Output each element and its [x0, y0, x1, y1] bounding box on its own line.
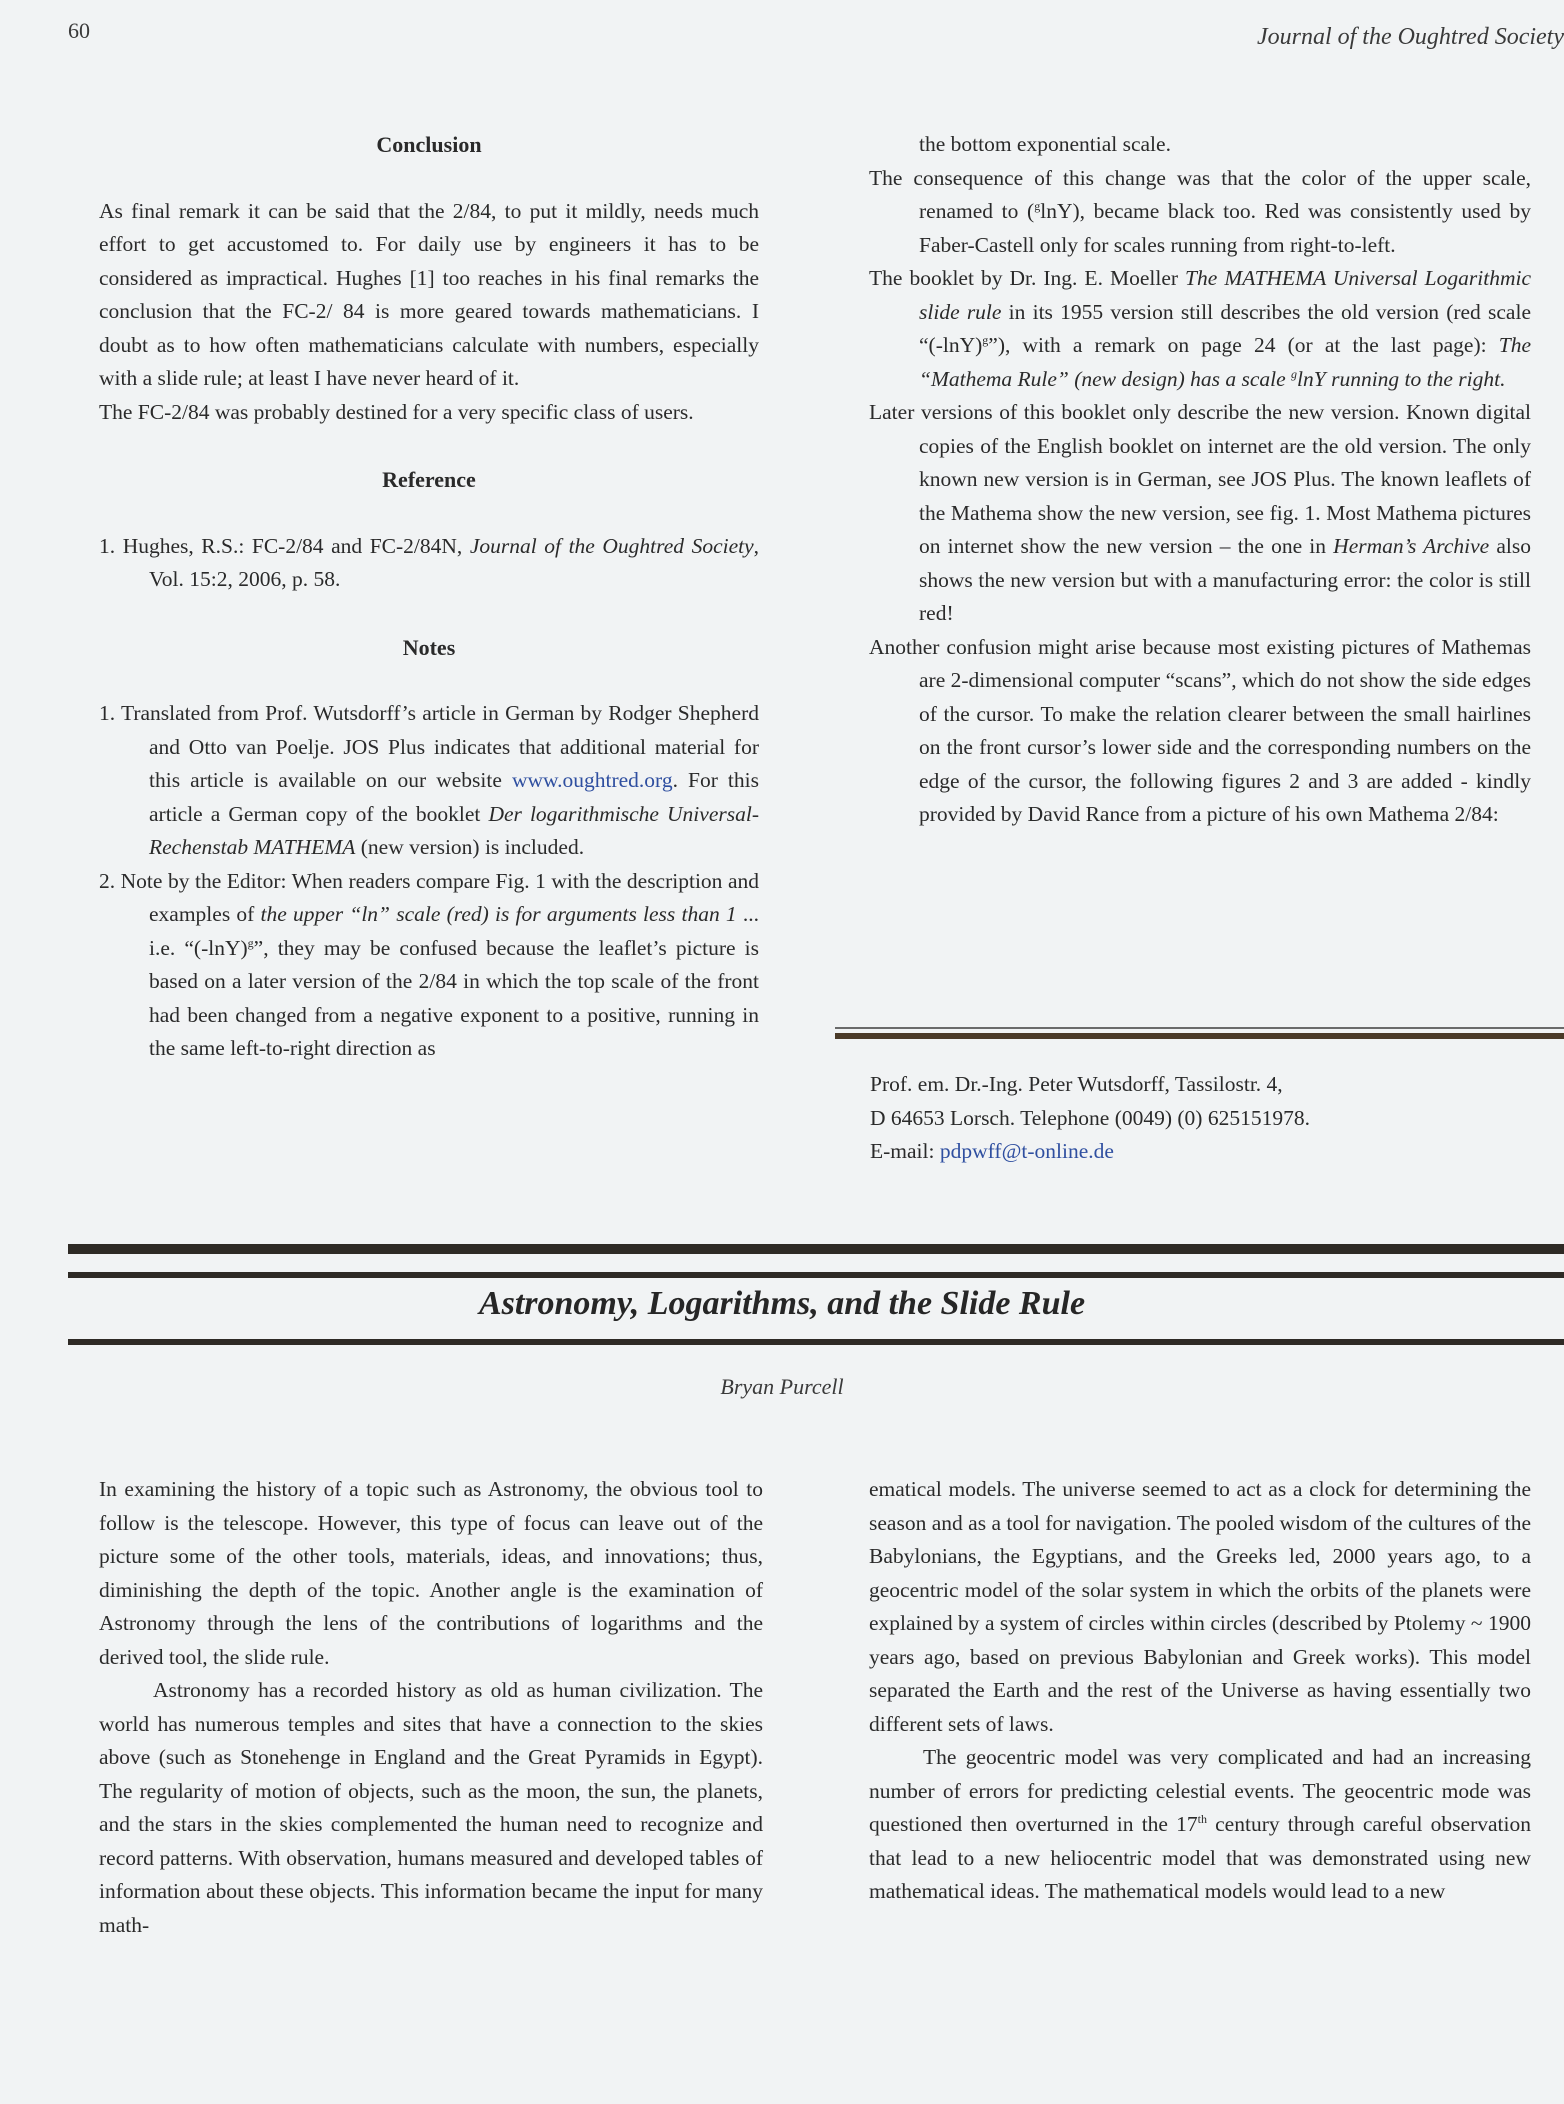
body-text: The booklet by Dr. Ing. E. Moeller	[869, 266, 1186, 290]
body-paragraph: Astronomy has a recorded history as old as human civilization. The world has numerous temples and sites that have a connection to the skies above (such as Stonehenge in England and the Great Pyramids in Egypt). The regularity of motion of objects, such as the moon, the sun, the planets, and the stars in the skies complemented the human need to recognize and record patterns. With observation, humans measured and developed tables of information about these objects. This information became the input for many math-	[99, 1678, 763, 1937]
continued-text: the bottom exponential scale.	[919, 132, 1171, 156]
note-item	[99, 865, 759, 1066]
note-text: Note by the Editor: When readers compare Fig. 1 with the description and examples of	[120, 868, 759, 926]
email-label: E-mail:	[870, 1139, 940, 1163]
reference-heading: Reference	[382, 467, 476, 492]
body-text: The geocentric model was very complicated and had an increasing number of errors for predicting celestial events. The geocentric mode was questioned then overturned in the 17	[869, 1745, 1531, 1836]
superscript: g	[982, 333, 989, 347]
contact-email-row	[870, 1135, 1310, 1169]
booklet-quote: lnY running to the right.	[1297, 366, 1506, 391]
article-title: Astronomy, Logarithms, and the Slide Rule	[478, 1285, 1086, 1322]
body-text: in its 1955 version still describes the old version (red scale “(-lnY)	[919, 299, 1531, 357]
contact-phone: D 64653 Lorsch. Telephone (0049) (0) 625151978.	[870, 1105, 1310, 1130]
superscript: g	[1034, 199, 1041, 213]
note-text: ”, they may be confused because the leaflet’s picture is based on a later version of the 2/84 in which the top scale of the front had been changed from a negative exponent to a positive, running in the same left-to-right direction as	[149, 935, 759, 1060]
author-contact	[870, 1068, 1310, 1169]
booklet-quote: The “Mathema Rule” (new design) has a scale	[919, 333, 1531, 391]
note-quote: the upper “ln” scale (red) is for arguments less than 1	[260, 902, 737, 926]
reference-item	[99, 530, 759, 597]
body-paragraph: Another confusion might arise because most existing pictures of Mathemas are 2-dimensional computer “scans”, which do not show the side edges of the cursor. To make the relation clearer between the small hairlines on the front cursor’s lower side and the corresponding numbers on the edge of the cursor, the following figures 2 and 3 are added - kindly provided by David Rance from a picture of his own Mathema 2/84:	[869, 634, 1531, 826]
booklet-title: Der logarithmische Universal-Rechenstab MATHEMA	[149, 801, 759, 859]
upper-left-column	[99, 128, 759, 1066]
divider-line	[68, 1339, 1564, 1345]
reference-journal: Journal of the Oughtred Society	[469, 533, 754, 558]
superscript: th	[1197, 1812, 1207, 1826]
conclusion-paragraph: The FC-2/84 was probably destined for a very specific class of users.	[99, 399, 694, 424]
body-paragraph: ematical models. The universe seemed to act as a clock for determining the season and as a tool for navigation. The pooled wisdom of the cultures of the Babylonians, the Egyptians, and the Greeks led, 2000 years ago, to a geocentric model of the solar system in which the orbits of the planets were explained by a system of circles within circles (described by Ptolemy ~ 1900 years ago, based on previous Babylonian and Greek works). This model separated the Earth and the rest of the Universe as having essentially two different sets of laws.	[869, 1477, 1531, 1736]
reference-text: Hughes, R.S.: FC-2/84 and FC-2/84N,	[122, 533, 470, 558]
article-author: Bryan Purcell	[720, 1374, 844, 1399]
body-paragraph	[869, 396, 1531, 631]
note-number: 1.	[99, 701, 121, 725]
superscript: g	[247, 935, 254, 950]
conclusion-heading: Conclusion	[376, 132, 482, 157]
body-paragraph	[869, 262, 1531, 396]
reference-text: , Vol. 15:2, 2006, p. 58.	[149, 533, 760, 591]
body-paragraph: In examining the history of a topic such as Astronomy, the obvious tool to follow is the telescope. However, this type of focus can leave out of the picture some of the other tools, materials, ideas, and innovations; thus, diminishing the depth of the topic. Another angle is the examination of Astronomy through the lens of the contributions of logarithms and the derived tool, the slide rule.	[99, 1477, 763, 1669]
superscript: g	[1291, 366, 1298, 381]
note-text: (new version) is included.	[355, 835, 585, 859]
page-number: 60	[68, 18, 90, 43]
body-text: also shows the new version but with a manufacturing error: the color is still red!	[919, 534, 1531, 625]
note-number: 2.	[99, 868, 121, 893]
reference-number: 1.	[99, 533, 123, 558]
divider-line	[835, 1033, 1564, 1039]
body-text: century through careful observation that lead to a new heliocentric model that was demonstrated using new mathematical ideas. The mathematical models would lead to a new	[869, 1812, 1531, 1903]
divider-line	[68, 1272, 1564, 1278]
body-text: The consequence of this change was that the color of the upper scale, renamed to (	[869, 165, 1531, 223]
contact-address: Prof. em. Dr.-Ing. Peter Wutsdorff, Tassilostr. 4,	[870, 1072, 1283, 1096]
archive-name: Herman’s Archive	[1333, 534, 1490, 558]
conclusion-paragraph: As final remark it can be said that the 2/84, to put it mildly, needs much effort to get accustomed to. For daily use by engineers it has to be considered as impractical. Hughes [1] too reaches in his final remarks the conclusion that the FC-2/ 84 is more geared towards mathematicians. I doubt as to how often mathematicians calculate with numbers, especially with a slide rule; at least I have never heard of it.	[99, 198, 759, 390]
body-paragraph	[869, 1741, 1531, 1909]
body-paragraph	[869, 162, 1531, 263]
upper-right-column	[869, 128, 1531, 832]
body-text: Later versions of this booklet only describe the new version. Known digital copies of the English booklet on internet are the old version. The only known new version is in German, see JOS Plus. The known leaflets of the Mathema show the new version, see fig. 1. Most Mathema pictures on internet show the new version – the one in	[869, 400, 1531, 558]
note-item	[99, 697, 759, 865]
divider-line	[68, 1244, 1564, 1254]
website-link[interactable]: www.oughtred.org	[511, 768, 673, 792]
note-text: . For this article a German copy of the booklet	[149, 768, 759, 826]
notes-heading: Notes	[402, 634, 456, 660]
body-text: lnY), became black too. Red was consistently used by Faber-Castell only for scales running from right-to-left.	[919, 199, 1531, 257]
body-text: ”), with a remark on page 24 (or at the last page):	[988, 333, 1499, 357]
lower-right-column	[869, 1473, 1531, 1909]
divider-line	[835, 1027, 1564, 1029]
running-head: Journal of the Oughtred Society	[1256, 24, 1564, 50]
booklet-title: The MATHEMA Universal Logarithmic slide rule	[919, 266, 1531, 324]
note-text: Translated from Prof. Wutsdorff’s article in German by Rodger Shepherd and Otto van Poelje. JOS Plus indicates that additional material for this article is available on our website	[120, 701, 759, 792]
email-link[interactable]: pdpwff@t-online.de	[939, 1139, 1114, 1163]
lower-left-column	[99, 1473, 763, 1942]
note-text: ... i.e. “(-lnY)	[149, 902, 760, 960]
